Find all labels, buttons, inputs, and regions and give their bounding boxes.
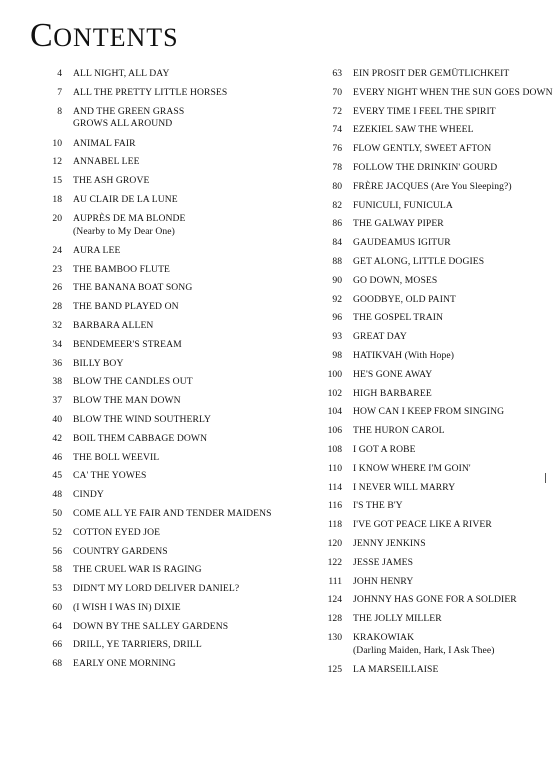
toc-song-title-text: THE ASH GROVE (73, 175, 150, 187)
toc-entry (316, 519, 556, 532)
toc-song-title (73, 138, 292, 151)
toc-entry (36, 433, 292, 446)
toc-song-title (353, 388, 556, 401)
toc-song-title (73, 414, 292, 427)
toc-song-title-text: HIGH BARBAREE (353, 387, 432, 399)
toc-entry (36, 489, 292, 502)
toc-entry (36, 639, 292, 652)
toc-page-number: 20 (52, 212, 62, 224)
toc-song-title (353, 594, 556, 607)
toc-page-number: 66 (52, 639, 62, 651)
toc-song-title (73, 564, 292, 577)
toc-song-title-text: THE BOLL WEEVIL (73, 451, 160, 463)
toc-entry (316, 350, 556, 363)
toc-song-title-text: AURA LEE (73, 244, 121, 256)
toc-song-title (353, 664, 556, 677)
toc-entry (316, 312, 556, 325)
toc-entry (36, 470, 292, 483)
toc-entry (36, 301, 292, 314)
toc-song-title-text: HOW CAN I KEEP FROM SINGING (353, 406, 505, 418)
toc-entry (36, 452, 292, 465)
toc-page-number: 82 (332, 199, 342, 211)
toc-song-title-text: THE JOLLY MILLER (353, 613, 442, 625)
toc-song-title-text: GREAT DAY (353, 331, 407, 343)
toc-page-number: 52 (52, 526, 62, 538)
toc-song-title (73, 546, 292, 559)
toc-entry (36, 621, 292, 634)
toc-song-title (353, 369, 556, 382)
toc-song-subtitle: (Nearby to My Dear One) (73, 225, 175, 237)
toc-song-title (73, 452, 292, 465)
toc-page-number: 7 (57, 86, 62, 98)
toc-page-number: 38 (52, 376, 62, 388)
toc-song-title-text: (I WISH I WAS IN) DIXIE (73, 601, 181, 613)
toc-entry (316, 613, 556, 626)
toc-song-title (73, 282, 292, 295)
toc-page-number: 64 (52, 620, 62, 632)
toc-page-number: 88 (332, 255, 342, 267)
toc-entry (36, 68, 292, 81)
toc-entry (316, 237, 556, 250)
toc-song-title (353, 538, 556, 551)
toc-song-title (353, 500, 556, 513)
toc-song-title-text: EIN PROSIT DER GEMÜTLICHKEIT (353, 68, 510, 79)
toc-song-title (353, 463, 556, 476)
toc-entry (316, 594, 556, 607)
toc-entry (36, 282, 292, 295)
toc-song-title (353, 68, 556, 81)
toc-song-title-text: ANNABEL LEE (73, 156, 140, 168)
toc-song-title (353, 406, 556, 419)
toc-song-title-text: THE CRUEL WAR IS RAGING (73, 564, 202, 576)
toc-entry (316, 200, 556, 213)
toc-page-number: 37 (52, 395, 62, 407)
toc-entry (316, 538, 556, 551)
toc-song-title-text: JESSE JAMES (353, 556, 414, 568)
toc-song-title (353, 143, 556, 156)
toc-song-title (73, 68, 292, 81)
toc-page-number: 50 (52, 507, 62, 519)
toc-song-title-text: COUNTRY GARDENS (73, 545, 168, 557)
toc-song-title (353, 519, 556, 532)
toc-song-subtitle: (Darling Maiden, Hark, I Ask Thee) (353, 644, 495, 656)
toc-entry (36, 395, 292, 408)
toc-song-title (73, 245, 292, 258)
toc-song-title (353, 162, 556, 175)
toc-entry (36, 87, 292, 100)
toc-page-number: 124 (327, 594, 342, 606)
toc-entry (316, 576, 556, 589)
toc-song-title-text: BLOW THE MAN DOWN (73, 395, 181, 407)
toc-page-number: 93 (332, 331, 342, 343)
toc-song-title-text: HE'S GONE AWAY (353, 368, 433, 380)
toc-song-title-text: BILLY BOY (73, 357, 124, 369)
toc-entry (316, 331, 556, 344)
toc-song-title-text: FLOW GENTLY, SWEET AFTON (353, 143, 492, 155)
toc-song-title (353, 632, 556, 658)
toc-song-title-text: EARLY ONE MORNING (73, 658, 176, 670)
toc-entry (36, 339, 292, 352)
toc-page-number: 12 (52, 156, 62, 168)
toc-page-number: 58 (52, 564, 62, 576)
toc-entry (316, 664, 556, 677)
toc-entry (316, 162, 556, 175)
toc-entry (316, 106, 556, 119)
toc-page-number: 42 (52, 432, 62, 444)
toc-page-number: 130 (327, 631, 342, 643)
toc-song-title (353, 482, 556, 495)
toc-page-number: 28 (52, 301, 62, 313)
toc-song-title (353, 237, 556, 250)
toc-entry (316, 482, 556, 495)
toc-entry (36, 194, 292, 207)
toc-song-title-text: GAUDEAMUS IGITUR (353, 237, 451, 249)
toc-page-number: 106 (327, 425, 342, 437)
toc-page-number: 116 (327, 500, 342, 512)
toc-page-number: 128 (327, 613, 342, 625)
toc-entry (36, 527, 292, 540)
toc-song-title-text: KRAKOWIAK (353, 631, 415, 643)
toc-song-title (353, 275, 556, 288)
toc-song-title (353, 106, 556, 119)
toc-song-title-text: I NEVER WILL MARRY (353, 481, 456, 493)
toc-entry (36, 658, 292, 671)
toc-page-number: 118 (327, 519, 342, 531)
toc-entry (36, 414, 292, 427)
toc-song-title-text: JENNY JENKINS (353, 537, 426, 549)
toc-song-title-text: EZEKIEL SAW THE WHEEL (353, 124, 474, 136)
toc-song-title-text: I GOT A ROBE (353, 443, 416, 455)
toc-song-title-text: I KNOW WHERE I'M GOIN' (353, 462, 471, 474)
toc-song-title (353, 331, 556, 344)
toc-page-number: 92 (332, 293, 342, 305)
toc-song-title-text: BARBARA ALLEN (73, 319, 154, 331)
toc-page-number: 48 (52, 489, 62, 501)
toc-song-title-text: I'VE GOT PEACE LIKE A RIVER (353, 519, 492, 531)
toc-song-title (73, 621, 292, 634)
toc-song-title-text: JOHN HENRY (353, 575, 414, 587)
toc-entry (36, 156, 292, 169)
toc-song-title (73, 106, 292, 132)
toc-entry (316, 369, 556, 382)
toc-entry (316, 275, 556, 288)
toc-entry (316, 143, 556, 156)
toc-page-number: 102 (327, 387, 342, 399)
toc-page-number: 125 (327, 663, 342, 675)
toc-song-title-text: COME ALL YE FAIR AND TENDER MAIDENS (73, 507, 272, 519)
toc-song-title-text: GO DOWN, MOSES (353, 274, 438, 286)
toc-song-title-text: EVERY TIME I FEEL THE SPIRIT (353, 105, 496, 117)
toc-song-title (353, 557, 556, 570)
toc-song-title-text: THE HURON CAROL (353, 425, 445, 437)
toc-entry (36, 320, 292, 333)
toc-entry (316, 463, 556, 476)
toc-entry (316, 388, 556, 401)
toc-entry (36, 138, 292, 151)
toc-song-title (73, 87, 292, 100)
toc-entry (316, 632, 556, 658)
toc-page-number: 78 (332, 161, 342, 173)
toc-song-title (353, 576, 556, 589)
toc-song-title (353, 425, 556, 438)
toc-song-title-text: BLOW THE WIND SOUTHERLY (73, 413, 212, 425)
toc-song-title (353, 181, 556, 194)
toc-page-number: 53 (52, 583, 62, 595)
toc-page-number: 68 (52, 658, 62, 670)
toc-page-number: 111 (328, 575, 342, 587)
toc-song-title-text: HATIKVAH (With Hope) (353, 349, 455, 361)
toc-page-number: 96 (332, 312, 342, 324)
toc-entry (36, 264, 292, 277)
toc-page-number: 45 (52, 470, 62, 482)
toc-page-number: 122 (327, 556, 342, 568)
toc-page-number: 4 (57, 68, 62, 79)
toc-entry (316, 181, 556, 194)
toc-page-number: 46 (52, 451, 62, 463)
toc-song-title (353, 87, 556, 100)
toc-song-title-text: ALL THE PRETTY LITTLE HORSES (73, 86, 228, 98)
toc-page-number: 18 (52, 193, 62, 205)
toc-song-title (73, 301, 292, 314)
toc-song-title-text: LA MARSEILLAISE (353, 663, 439, 675)
toc-page-number: 72 (332, 105, 342, 117)
toc-song-title (73, 175, 292, 188)
toc-entry (36, 508, 292, 521)
toc-page-number: 74 (332, 124, 342, 136)
toc-page-number: 36 (52, 357, 62, 369)
toc-entry (316, 425, 556, 438)
toc-song-title (73, 156, 292, 169)
toc-song-title-text: FRÈRE JACQUES (Are You Sleeping?) (353, 180, 512, 192)
toc-song-title-text: COTTON EYED JOE (73, 526, 161, 538)
toc-page-number: 86 (332, 218, 342, 230)
toc-song-title (353, 613, 556, 626)
toc-entry (316, 68, 556, 81)
toc-page-number: 76 (332, 143, 342, 155)
toc-song-title-text: DIDN'T MY LORD DELIVER DANIEL? (73, 583, 240, 595)
toc-entry (36, 245, 292, 258)
toc-song-title (73, 602, 292, 615)
toc-song-title-text: GET ALONG, LITTLE DOGIES (353, 255, 485, 267)
toc-song-title-text: THE BAND PLAYED ON (73, 301, 179, 313)
toc-page-number: 114 (327, 481, 342, 493)
page-title-rest: ONTENTS (53, 23, 179, 52)
toc-song-title (353, 256, 556, 269)
toc-page-number: 10 (52, 137, 62, 149)
toc-entry (36, 376, 292, 389)
toc-page-number: 120 (327, 537, 342, 549)
toc-song-title-text: DOWN BY THE SALLEY GARDENS (73, 620, 229, 632)
toc-page-number: 104 (327, 406, 342, 418)
toc-song-title-text: DRILL, YE TARRIERS, DRILL (73, 639, 202, 651)
toc-song-title-text: AU CLAIR DE LA LUNE (73, 193, 178, 205)
toc-song-title-text: BENDEMEER'S STREAM (73, 338, 182, 350)
toc-entry (36, 175, 292, 188)
contents-column-left (36, 68, 292, 677)
toc-song-subtitle: GROWS ALL AROUND (73, 118, 173, 130)
toc-page-number: 26 (52, 282, 62, 294)
toc-song-title-text: THE BAMBOO FLUTE (73, 263, 171, 275)
toc-song-title-text: BLOW THE CANDLES OUT (73, 376, 193, 388)
toc-song-title-text: AUPRÈS DE MA BLONDE (73, 212, 186, 224)
toc-entry (36, 106, 292, 132)
toc-song-title-text: AND THE GREEN GRASS (73, 105, 185, 117)
toc-song-title (73, 583, 292, 596)
toc-song-title (353, 444, 556, 457)
toc-page-number: 100 (327, 368, 342, 380)
toc-entry (316, 294, 556, 307)
toc-song-title-text: THE BANANA BOAT SONG (73, 282, 193, 294)
toc-page-number: 23 (52, 263, 62, 275)
toc-page-number: 40 (52, 413, 62, 425)
page-title (30, 18, 179, 56)
toc-page-number: 24 (52, 244, 62, 256)
toc-song-title (73, 320, 292, 333)
toc-entry (316, 444, 556, 457)
toc-song-title (73, 213, 292, 239)
toc-song-title (73, 339, 292, 352)
toc-entry (36, 602, 292, 615)
toc-song-title (73, 489, 292, 502)
toc-song-title (73, 395, 292, 408)
toc-song-title (73, 194, 292, 207)
toc-song-title (73, 508, 292, 521)
toc-song-title-text: FUNICULI, FUNICULA (353, 199, 453, 211)
toc-song-title (73, 358, 292, 371)
toc-page-number: 15 (52, 175, 62, 187)
toc-entry (316, 256, 556, 269)
toc-song-title-text: CA' THE YOWES (73, 470, 147, 482)
toc-page-number: 63 (332, 68, 342, 79)
toc-song-title-text: EVERY NIGHT WHEN THE SUN GOES DOWN (353, 86, 553, 98)
toc-song-title (73, 470, 292, 483)
toc-song-title-text: THE GALWAY PIPER (353, 218, 444, 230)
toc-song-title-text: BOIL THEM CABBAGE DOWN (73, 432, 208, 444)
toc-song-title (353, 294, 556, 307)
toc-page-number: 98 (332, 349, 342, 361)
toc-song-title-text: FOLLOW THE DRINKIN' GOURD (353, 161, 498, 173)
toc-song-title (73, 264, 292, 277)
toc-song-title (353, 218, 556, 231)
toc-song-title-text: CINDY (73, 489, 104, 501)
toc-song-title-text: ALL NIGHT, ALL DAY (73, 68, 170, 79)
toc-page-number: 80 (332, 180, 342, 192)
toc-page-number: 34 (52, 338, 62, 350)
toc-page-number: 8 (57, 105, 62, 117)
toc-page-number: 90 (332, 274, 342, 286)
toc-entry (316, 218, 556, 231)
toc-song-title (353, 124, 556, 137)
toc-song-title (73, 658, 292, 671)
page-title-initial: C (30, 17, 54, 54)
toc-entry (36, 546, 292, 559)
toc-song-title-text: I'S THE B'Y (353, 500, 403, 512)
toc-entry (316, 406, 556, 419)
toc-entry (36, 564, 292, 577)
toc-song-title-text: JOHNNY HAS GONE FOR A SOLDIER (353, 594, 517, 606)
toc-entry (316, 557, 556, 570)
toc-song-title (353, 200, 556, 213)
toc-page-number: 108 (327, 443, 342, 455)
scan-mark (545, 473, 546, 483)
toc-entry (36, 213, 292, 239)
toc-page-number: 60 (52, 601, 62, 613)
toc-song-title-text: GOODBYE, OLD PAINT (353, 293, 456, 305)
toc-entry (36, 358, 292, 371)
toc-song-title-text: ANIMAL FAIR (73, 137, 136, 149)
toc-page-number: 84 (332, 237, 342, 249)
contents-column-right (316, 68, 556, 683)
toc-song-title (73, 433, 292, 446)
toc-entry (36, 583, 292, 596)
toc-page-number: 70 (332, 86, 342, 98)
toc-song-title (73, 527, 292, 540)
toc-song-title-text: THE GOSPEL TRAIN (353, 312, 444, 324)
toc-page-number: 110 (327, 462, 342, 474)
toc-page-number: 32 (52, 319, 62, 331)
toc-entry (316, 500, 556, 513)
toc-song-title (73, 639, 292, 652)
toc-song-title (353, 350, 556, 363)
toc-page-number: 56 (52, 545, 62, 557)
toc-song-title (73, 376, 292, 389)
toc-entry (316, 87, 556, 100)
toc-song-title (353, 312, 556, 325)
toc-entry (316, 124, 556, 137)
